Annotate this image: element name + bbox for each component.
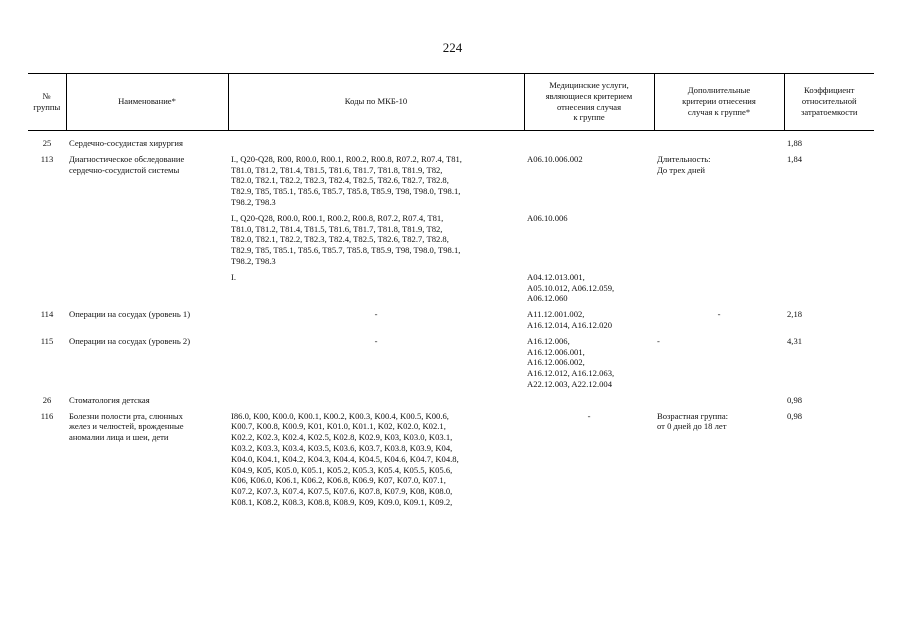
icd-codes-cell: - [374, 309, 378, 320]
name-cell: Стоматология детская [69, 394, 150, 405]
name-cell [66, 271, 228, 308]
criteria-cell: Возрастная группа: от 0 дней до 18 лет [657, 410, 729, 432]
name-cell: Операции на сосудах (уровень 1) [69, 309, 191, 320]
criteria-cell: - [717, 309, 721, 320]
coefficient-cell: 0,98 [787, 394, 803, 405]
coefficient-cell: 4,31 [787, 335, 803, 346]
criteria-cell: Длительность: До трех дней [657, 153, 711, 175]
table-row [28, 212, 874, 271]
group-number-cell: 116 [40, 410, 54, 421]
table-header-row [28, 74, 874, 131]
table-row [28, 308, 874, 335]
table-row [28, 410, 874, 512]
header-services: Медицинские услуги, являющиеся критерием отнесения случая к группе [524, 74, 654, 131]
criteria-cell [654, 212, 784, 271]
criteria-cell [654, 394, 784, 410]
icd-codes-cell: I86.0, K00, K00.0, K00.1, K00.2, K00.3, K00.4, K00.5, K00.6, K00.7, K00.8, K00.9, K01, K01.0, K01.1, K02, K02.0, K02.1, K02.2, K02.3, K02.4, K02.5, K02.8, K02.9, K03, K03.0, K03.1, K03.2, K03.3, K03.4, K03.5, K03.6, K03.7, K03.8, K03.9, K04, K04.0, K04.1, K04.2, K04.3, K04.4, K04.5, K04.6, K04.7, K04.8, K04.9, K05, K05.0, K05.1, K05.2, K05.3, K05.4, K05.5, K05.6, K06, K06.0, K06.1, K06.2, K06.8, K06.9, K07, K07.0, K07.1, K07.2, K07.3, K07.4, K07.5, K07.6, K07.8, K07.9, K08, K08.0, K08.1, K08.2, K08.3, K08.8, K08.9, K09, K09.0, K09.1, K09.2, [231, 410, 459, 507]
coefficient-cell: 1,84 [787, 153, 803, 164]
table-row [28, 153, 874, 212]
services-cell: A06.10.006.002 [527, 153, 583, 164]
group-number-cell: 113 [40, 153, 54, 164]
group-number-cell [28, 271, 66, 308]
criteria-cell [654, 271, 784, 308]
group-number-cell: 25 [42, 138, 52, 148]
coefficient-cell: 1,88 [787, 138, 803, 148]
icd-codes-cell: I., Q20-Q28, R00.0, R00.1, R00.2, R00.8, R07.2, R07.4, T81, T81.0, T81.2, T81.4, T81.5, T81.6, T81.7, T81.8, T81.9, T82, T82.0, T82.1, T82.2, T82.3, T82.4, T82.5, T82.6, T82.7, T82.8, T82.9, T85, T85.1, T85.6, T85.7, T85.8, T85.9, T98, T98.0, T98.1, T98.2, T98.3 [231, 212, 461, 266]
criteria-cell [654, 137, 784, 153]
services-cell [524, 137, 654, 153]
group-number-cell: 115 [40, 335, 54, 346]
icd-codes-cell [228, 394, 524, 410]
services-cell: - [587, 410, 591, 421]
page-number: 224 [442, 40, 463, 55]
coefficient-cell: 0,98 [787, 410, 803, 421]
services-cell: A11.12.001.002, A16.12.014, A16.12.020 [527, 309, 612, 330]
icd-codes-cell: I. [231, 271, 237, 282]
coefficient-cell [784, 271, 874, 308]
criteria-cell: - [657, 335, 660, 346]
table-row [28, 335, 874, 394]
services-cell: A16.12.006, A16.12.006.001, A16.12.006.002, A16.12.012, A16.12.063, A22.12.003, A22.12.004 [527, 335, 615, 389]
name-cell [66, 212, 228, 271]
name-cell: Сердечно-сосудистая хирургия [69, 138, 183, 148]
group-number-cell: 26 [42, 394, 52, 405]
header-name: Наименование* [66, 74, 228, 131]
icd-codes-cell: - [374, 335, 378, 346]
header-icd-codes: Коды по МКБ-10 [228, 74, 524, 131]
header-group-no: № группы [28, 74, 66, 131]
name-cell: Болезни полости рта, слюнных желез и челюстей, врожденные аномалии лица и шеи, дети [69, 410, 184, 443]
icd-codes-cell: I., Q20-Q28, R00, R00.0, R00.1, R00.2, R00.8, R07.2, R07.4, T81, T81.0, T81.2, T81.4, T81.5, T81.6, T81.7, T81.8, T81.9, T82, T82.0, T82.1, T82.2, T82.3, T82.4, T82.5, T82.6, T82.7, T82.8, T82.9, T85, T85.1, T85.6, T85.7, T85.8, T85.9, T98, T98.0, T98.1, T98.2, T98.3 [231, 153, 462, 207]
services-cell [524, 394, 654, 410]
coefficient-cell [784, 212, 874, 271]
icd-codes-cell [228, 137, 524, 153]
services-cell: A04.12.013.001, A05.10.012, A06.12.059, A06.12.060 [527, 271, 615, 304]
coefficient-cell: 2,18 [787, 309, 803, 320]
name-cell: Операции на сосудах (уровень 2) [69, 335, 191, 346]
group-number-cell [28, 212, 66, 271]
tariff-table [28, 73, 874, 512]
table-row [28, 271, 874, 308]
services-cell: A06.10.006 [527, 212, 568, 223]
table-row [28, 394, 874, 410]
table-row [28, 137, 874, 153]
header-criteria: Дополнительные критерии отнесения случая к группе* [654, 74, 784, 131]
header-coefficient: Коэффициент относительной затратоемкости [784, 74, 874, 131]
group-number-cell: 114 [40, 309, 54, 320]
name-cell: Диагностическое обследование сердечно-сосудистой системы [69, 153, 185, 175]
